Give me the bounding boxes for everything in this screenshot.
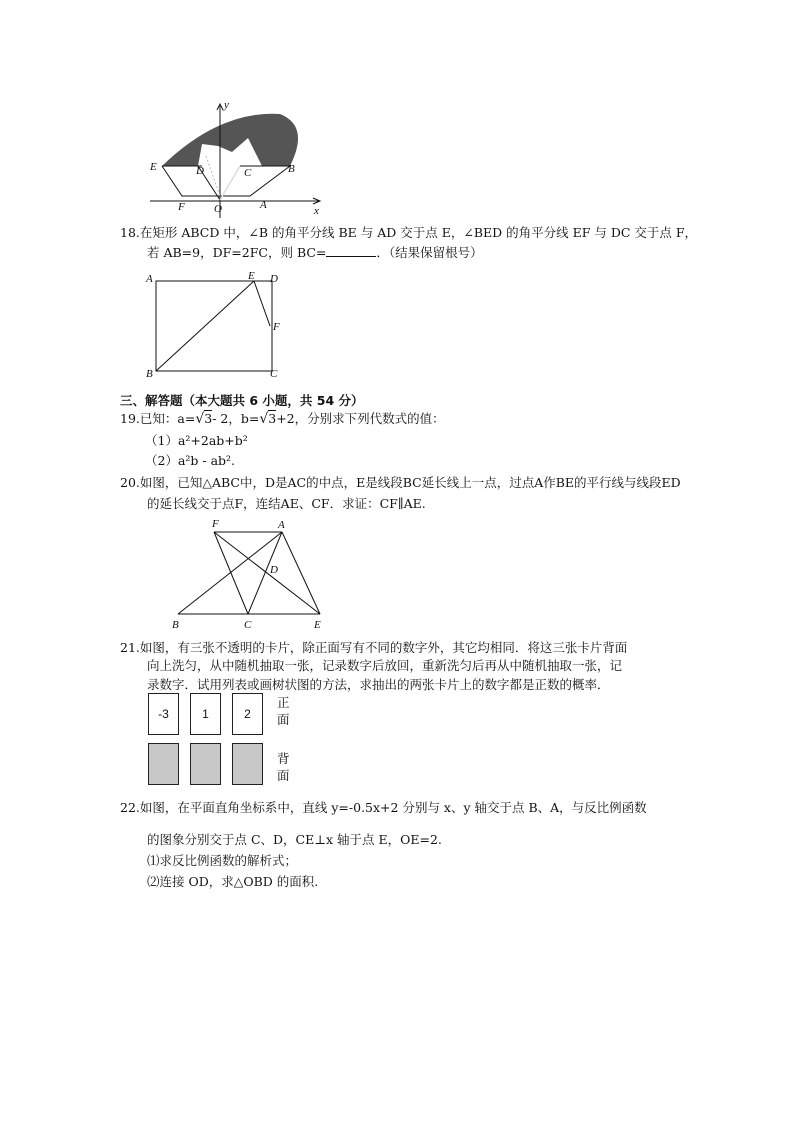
q18-line1: 18.在矩形 ABCD 中，∠B 的角平分线 BE 与 AD 交于点 E，∠BED 的角平分线 EF 与 DC 交于点 F，	[120, 225, 698, 240]
label-F: F	[212, 518, 219, 530]
q19-item1: （1）a²+2ab+b²	[145, 433, 248, 448]
answer-blank	[326, 244, 376, 257]
label-E: E	[314, 619, 321, 631]
back-label: 背面	[277, 751, 290, 783]
rectangle-abcd	[156, 281, 272, 371]
label-x: x	[314, 205, 319, 217]
label-A: A	[278, 519, 285, 531]
q19-text-b: - 2，b=	[212, 411, 260, 426]
q21-line1: 21.如图，有三张不透明的卡片，除正面写有不同的数字外，其它均相同．将这三张卡片背面	[120, 640, 628, 655]
label-y: y	[224, 99, 229, 111]
q22-line1: 22.如图，在平面直角坐标系中，直线 y=-0.5x+2 分别与 x、y 轴交于点 B、A，与反比例函数	[120, 800, 647, 815]
q20-figure	[168, 514, 338, 634]
segment-fc	[214, 532, 248, 614]
q17-figure	[140, 96, 330, 221]
section-heading: 三、解答题（本大题共 6 小题，共 54 分）	[120, 393, 364, 408]
card-front-2: 1	[190, 693, 221, 735]
q21-line3: 录数字．试用列表或画树状图的方法，求抽出的两张卡片上的数字都是正数的概率．	[147, 677, 610, 692]
label-D: D	[196, 165, 204, 177]
label-O: O	[214, 203, 222, 215]
label-E: E	[248, 270, 255, 282]
card-back-2	[190, 743, 221, 785]
label-F: F	[273, 321, 280, 333]
label-C: C	[244, 167, 252, 179]
segment-ef	[254, 281, 270, 326]
q19-item2: （2）a²b - ab².	[145, 453, 236, 468]
segment-ae	[282, 532, 320, 614]
q18-line2	[147, 244, 483, 261]
q19-text-a: 19.已知：a=	[120, 411, 196, 426]
label-B: B	[172, 619, 179, 631]
label-D: D	[270, 273, 278, 285]
label-C: C	[270, 368, 278, 380]
label-B: B	[288, 163, 295, 175]
sqrt-sign: √	[195, 411, 205, 427]
label-A: A	[260, 199, 267, 211]
q18-line2-text-b: ．（结果保留根号）	[376, 245, 483, 260]
q22-item1: ⑴求反比例函数的解析式；	[147, 853, 298, 868]
sqrt-radicand: 3	[204, 411, 213, 426]
shaded-region	[162, 114, 298, 166]
segment-be	[156, 281, 254, 371]
label-F: F	[178, 201, 185, 213]
card-back-3	[232, 743, 263, 785]
label-E: E	[150, 161, 157, 173]
polygon-outline	[162, 166, 290, 196]
front-label: 正面	[277, 695, 290, 727]
q21-line2: 向上洗匀，从中随机抽取一张，记录数字后放回，重新洗匀后再从中随机抽取一张，记	[147, 658, 623, 673]
card-back-1	[148, 743, 179, 785]
sqrt-radicand: 3	[268, 411, 277, 426]
q20-line2: 的延长线交于点F，连结AE、CF．求证：CF∥AE.	[147, 496, 426, 511]
q22-item2: ⑵连接 OD，求△OBD 的面积.	[147, 874, 319, 889]
q18-figure	[140, 268, 290, 380]
label-B: B	[146, 368, 153, 380]
q19-line1	[120, 411, 445, 427]
label-A: A	[146, 273, 153, 285]
q22-line2: 的图象分别交于点 C、D，CE⊥x 轴于点 E，OE=2.	[147, 832, 442, 847]
card-front-1: -3	[148, 693, 179, 735]
label-D: D	[270, 564, 278, 576]
q19-text-c: +2，分别求下列代数式的值：	[276, 411, 445, 426]
sqrt-sign: √	[259, 411, 269, 427]
card-front-3: 2	[232, 693, 263, 735]
q20-line1: 20.如图，已知△ABC中，D是AC的中点，E是线段BC延长线上一点，过点A作BE的平行线与线段ED	[120, 475, 681, 490]
label-C: C	[244, 619, 252, 631]
q18-line2-text-a: 若 AB=9，DF=2FC，则 BC=	[147, 245, 327, 260]
